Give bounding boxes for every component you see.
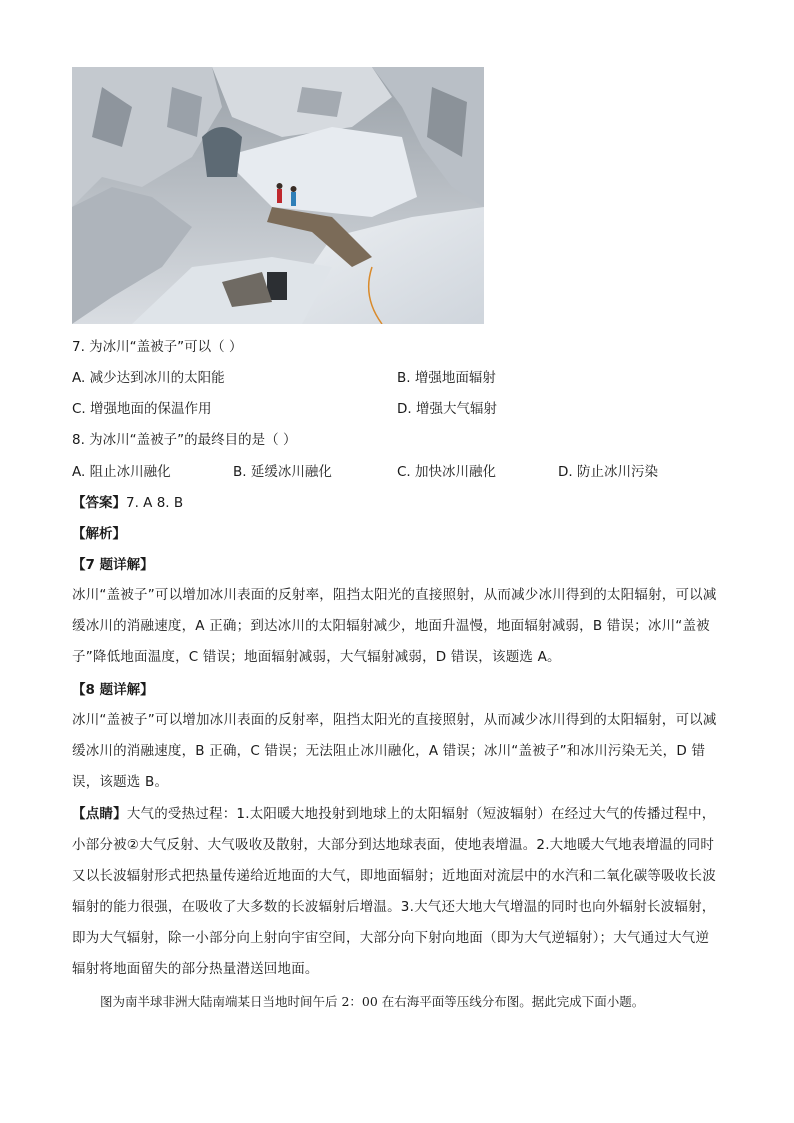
answer-row bbox=[72, 493, 183, 513]
q8-option-c[interactable]: C. 加快冰川融化 bbox=[397, 464, 497, 480]
q8-option-d[interactable]: D. 防止冰川污染 bbox=[558, 464, 658, 480]
q7-option-d[interactable]: D. 增强大气辐射 bbox=[397, 401, 497, 417]
glacier-blanket-photo bbox=[72, 67, 484, 324]
tip-block bbox=[72, 799, 722, 985]
detail-7-text: 冰川“盖被子”可以增加冰川表面的反射率，阻挡太阳光的直接照射，从而减少冰川得到的太阳辐射，可以减缓冰川的消融速度，A 正确；到达冰川的太阳辐射减少，地面升温慢，地面辐射减弱，B 错误；冰川“盖被子”降低地面温度，C 错误；地面辐射减弱，大气辐射减弱，D 错误，该题选 A。 bbox=[72, 587, 717, 665]
answer-text: 7. A 8. B bbox=[126, 495, 184, 511]
detail-7-label: 【7 题详解】 bbox=[72, 557, 154, 573]
q7-option-a[interactable]: A. 减少达到冰川的太阳能 bbox=[72, 370, 225, 386]
q7-option-c[interactable]: C. 增强地面的保温作用 bbox=[72, 401, 212, 417]
analysis-label: 【解析】 bbox=[72, 526, 126, 542]
tip-label: 【点睛】 bbox=[72, 806, 127, 822]
detail-8-text: 冰川“盖被子”可以增加冰川表面的反射率，阻挡太阳光的直接照射，从而减少冰川得到的太阳辐射，可以减缓冰川的消融速度，B 正确，C 错误；无法阻止冰川融化，A 错误；冰川“盖被子”和冰川污染无关，D 错误，该题选 B。 bbox=[72, 712, 717, 790]
question-7-stem: 7. 为冰川“盖被子”可以（ ） bbox=[72, 339, 243, 355]
detail-8-label: 【8 题详解】 bbox=[72, 682, 154, 698]
answer-label: 【答案】 bbox=[72, 495, 126, 511]
next-section-intro: 图为南半球非洲大陆南端某日当地时间午后 2：00 在右海平面等压线分布图。据此完成下面小题。 bbox=[100, 994, 645, 1009]
q8-option-a[interactable]: A. 阻止冰川融化 bbox=[72, 464, 171, 480]
q7-option-b[interactable]: B. 增强地面辐射 bbox=[397, 370, 496, 386]
q8-option-b[interactable]: B. 延缓冰川融化 bbox=[233, 464, 332, 480]
question-8-stem: 8. 为冰川“盖被子”的最终目的是（ ） bbox=[72, 432, 297, 448]
tip-text: 大气的受热过程：1.太阳暖大地投射到地球上的太阳辐射（短波辐射）在经过大气的传播过程中，小部分被②大气反射、大气吸收及散射，大部分到达地球表面，使地表增温。2.大地暖大气地表增温的同时又以长波辐射形式把热量传递给近地面的大气，即地面辐射；近地面对流层中的水汽和二氧化碳等吸收长波辐射的能力很强，在吸收了大多数的长波辐射后增温。3.大气还大地大气增温的同时也向外辐射长波辐射，即为大气辐射，除一小部分向上射向宇宙空间，大部分向下射向地面（即为大气逆辐射）；大气通过大气逆辐射将地面留失的部分热量潜送回地面。 bbox=[72, 806, 716, 977]
